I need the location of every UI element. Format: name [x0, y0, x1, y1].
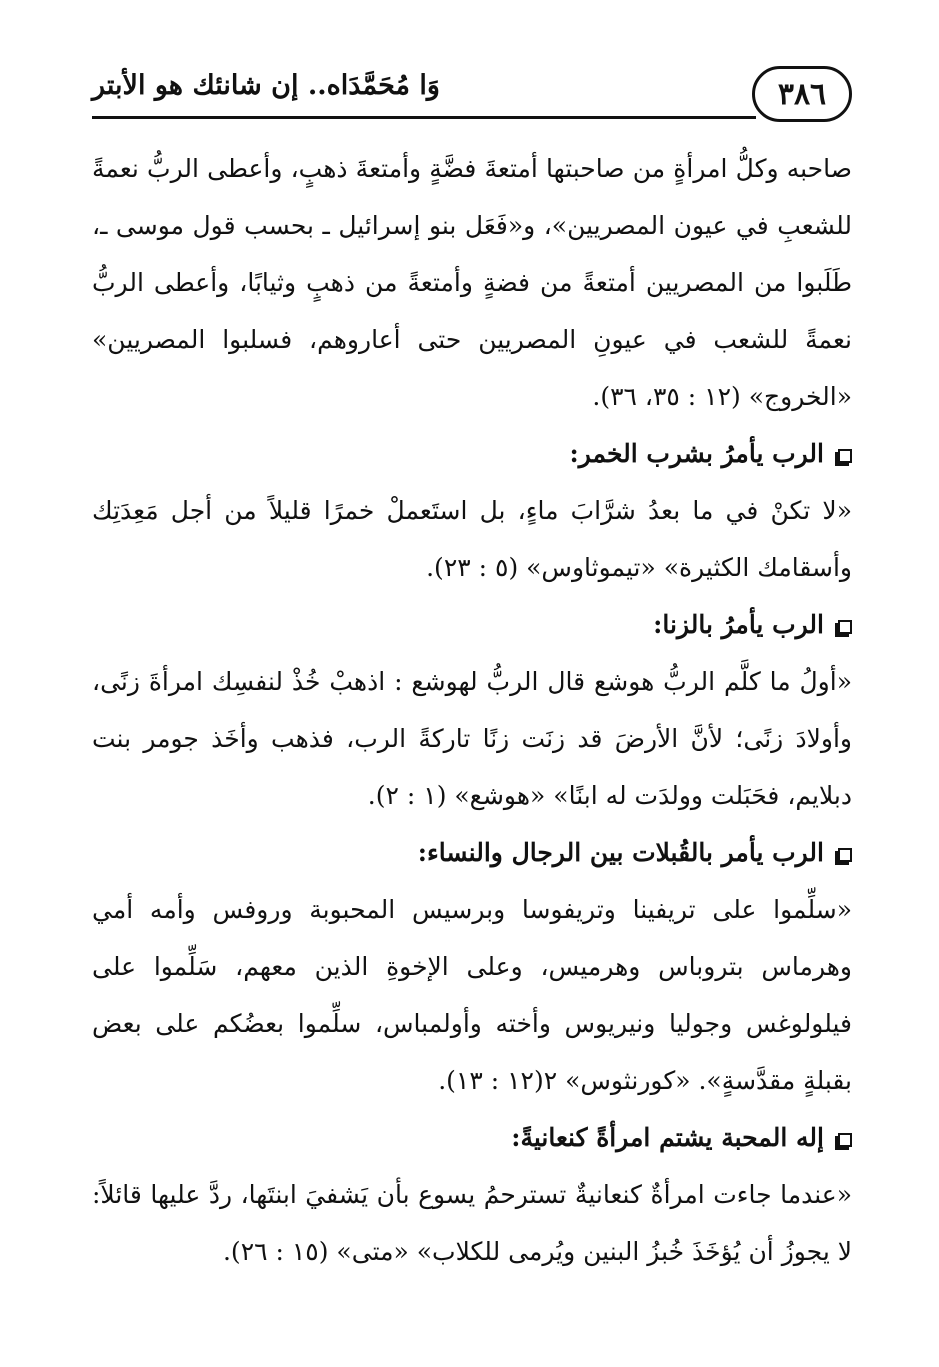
- section-heading-text: الرب يأمرُ بشرب الخمر:: [569, 439, 824, 468]
- paragraph: «سلِّموا على تريفينا وتريفوسا وبرسيس المحبوبة وروفس وأمه أمي وهرماس بتروباس وهرميس، وعلى الإخوةِ الذين معهم، سَلِّموا على فيلولوغس وجوليا ونيريوس وأخته وأولمباس، سلِّموا بعضُكم على بعض بقبلةٍ مقدَّسةٍ». «كورنثوس» ٢(١٢ : ١٣).: [92, 895, 852, 1095]
- section-heading-text: إله المحبة يشتم امرأةً كنعانيةً:: [511, 1123, 824, 1152]
- checkbox-bullet-icon: [838, 620, 852, 634]
- checkbox-bullet-icon: [838, 449, 852, 463]
- section-heading: [92, 596, 852, 653]
- section-heading: [92, 1109, 852, 1166]
- section-heading-text: الرب يأمر بالقُبلات بين الرجال والنساء:: [417, 838, 824, 867]
- section-heading: [92, 425, 852, 482]
- running-title: وَا مُحَمَّدَاه.. إن شانئك هو الأبتر: [92, 70, 440, 101]
- page-number: ٣٨٦: [752, 66, 852, 122]
- paragraph: «لا تكنْ في ما بعدُ شرَّابَ ماءٍ، بل استَعملْ خمرًا قليلاً من أجل مَعِدَتِك وأسقامك الكثيرة» «تيموثاوس» (٥ : ٢٣).: [92, 496, 852, 582]
- section-heading-text: الرب يأمرُ بالزنا:: [653, 610, 824, 639]
- paragraph: صاحبه وكلُّ امرأةٍ من صاحبتها أمتعةَ فضَّةٍ وأمتعةَ ذهبٍ، وأعطى الربُّ نعمةً للشعبِ في عيون المصريين»، و«فَعَل بنو إسرائيل ـ بحسب قول موسى ـ، طَلَبوا من المصريين أمتعةً من فضةٍ وأمتعةً من ذهبٍ وثيابًا، وأعطى الربُّ نعمةً للشعب في عيونِ المصريين حتى أعاروهم، فسلبوا المصريين» «الخروج» (١٢ : ٣٥، ٣٦).: [92, 154, 852, 411]
- checkbox-bullet-icon: [838, 1133, 852, 1147]
- paragraph: «أولُ ما كلَّم الربُّ هوشع قال الربُّ لهوشع : اذهبْ خُذْ لنفسِك امرأةَ زنًى، وأولادَ زنًى؛ لأنَّ الأرضَ قد زنَت زنًا تاركةً الرب، فذهب وأخَذ جومر بنت دبلايم، فحَبَلت وولدَت له ابنًا» «هوشع» (١ : ٢).: [92, 667, 852, 810]
- header-divider: [92, 116, 756, 119]
- section-heading: [92, 824, 852, 881]
- checkbox-bullet-icon: [838, 848, 852, 862]
- page-body: [92, 140, 852, 1280]
- paragraph: «عندما جاءت امرأةٌ كنعانيةٌ تسترحمُ يسوع بأن يَشفيَ ابنتَها، ردَّ عليها قائلاً: لا يجوزُ أن يُؤخَذَ خُبزُ البنين ويُرمى للكلاب» «متى» (١٥ : ٢٦).: [92, 1180, 852, 1266]
- page-header: [92, 62, 852, 132]
